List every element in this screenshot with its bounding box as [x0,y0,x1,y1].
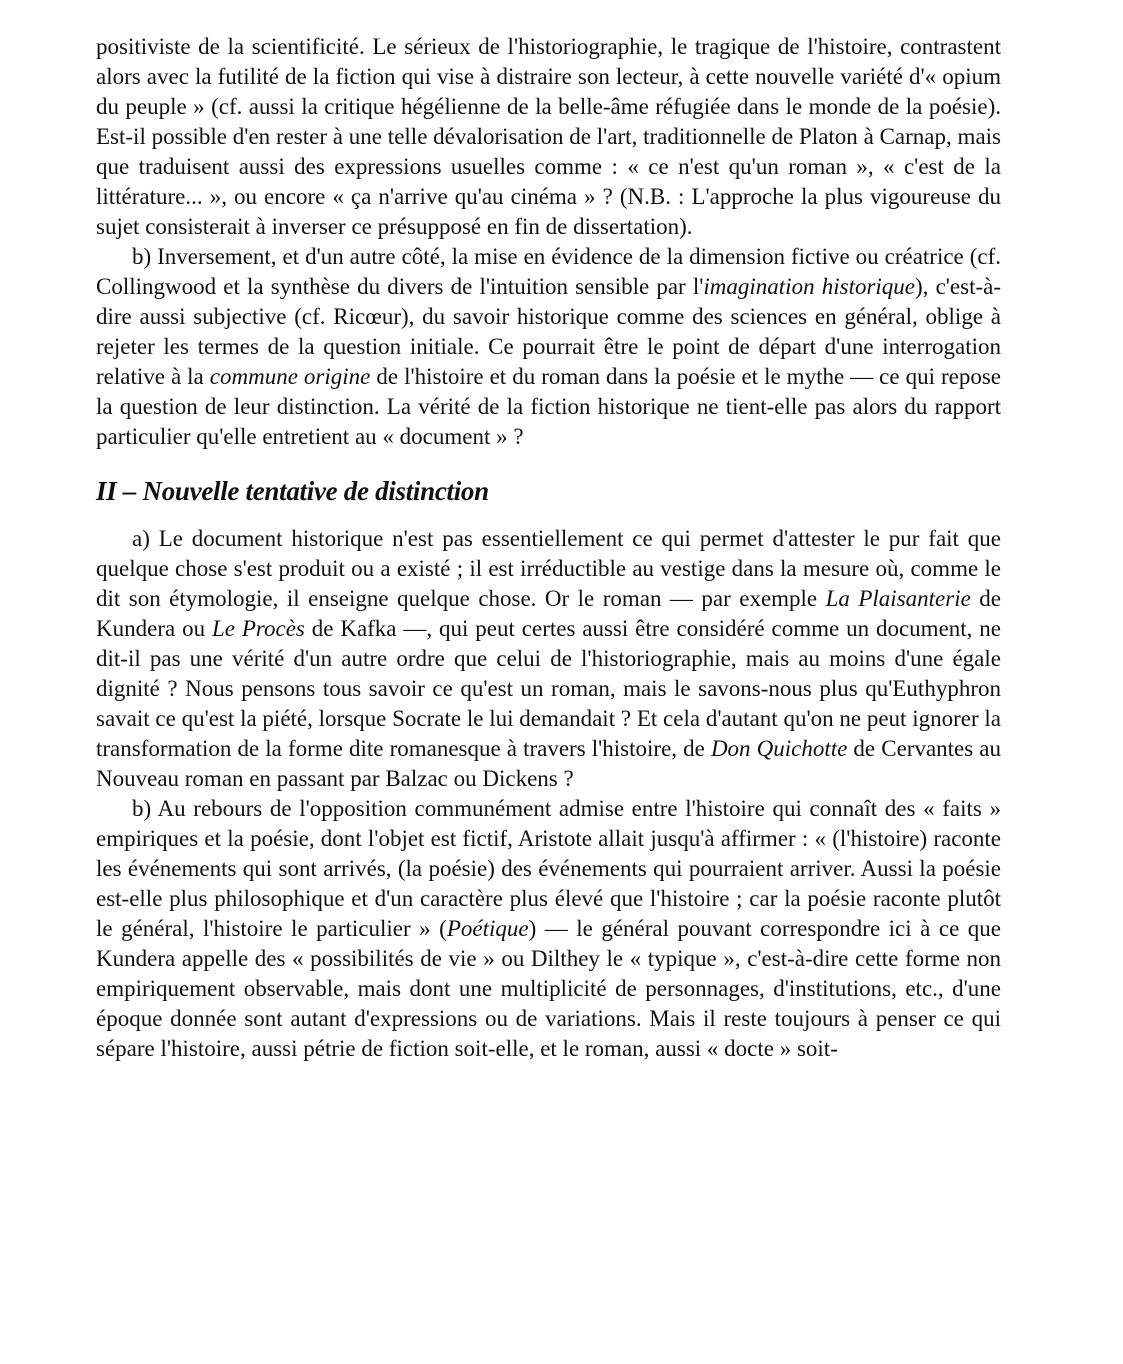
text-run: positiviste de la scientificité. Le sérieux de l'historiographie, le tragique de l'histoire, contrastent alors avec la futilité de la fiction qui vise à distraire son lecteur, à cette nouvelle variété d'« opium du peuple » (cf. aussi la critique hégélienne de la belle-âme réfugiée dans le monde de la poésie). Est-il possible d'en rester à une telle dévalorisation de l'art, traditionnelle de Platon à Carnap, mais que traduisent aussi des expressions usuelles comme : « ce n'est qu'un roman », « c'est de la littérature... », ou encore « ça n'arrive qu'au cinéma » ? (N.B. : L'approche la plus vigoureuse du sujet consisterait à inverser ce présupposé en fin de dissertation). [96,34,1001,239]
paragraph-ii-a [96,524,1001,794]
text-run: a) Le document historique n'est pas essentiellement ce qui permet d'attester le pur fait que quelque chose s'est produit ou a existé ; il est irréductible au vestige dans la mesure où, comme le dit son étymologie, il enseigne quelque chose. Or le roman — par exemple [96,526,1001,611]
text-run: b) Au rebours de l'opposition communément admise entre l'histoire qui connaît des « faits » empiriques et la poésie, dont l'objet est fictif, Aristote allait jusqu'à affirmer : « (l'histoire) raconte les événements qui sont arrivés, (la poésie) des événements qui pourraient arriver. Aussi la poésie est-elle plus philosophique et d'un caractère plus élevé que l'histoire ; car la poésie raconte plutôt le général, l'histoire le particulier » ( [96,796,1001,941]
italic-title-run: Le Procès [211,616,305,641]
italic-title-run: Don Quichotte [710,736,848,761]
italic-title-run: Poétique [446,916,529,941]
italic-title-run: La Plaisanterie [825,586,971,611]
text-run: ), c'est-à-dire aussi subjective (cf. Ricœur), du savoir historique comme des sciences en général, oblige à rejeter les termes de la question initiale. Ce pourrait être le point de départ d'une interrogation relative à la [96,274,1002,389]
paragraph-i-b [96,242,1001,452]
section-heading-ii: II – Nouvelle tentative de distinction [96,476,489,506]
text-run: de l'histoire et du roman dans la poésie et le mythe — ce qui repose la question de leur distinction. La vérité de la fiction historique ne tient-elle pas alors du rapport particulier qu'elle entretient au « document » ? [96,364,1002,449]
text-run: b) Inversement, et d'un autre côté, la mise en évidence de la dimension fictive ou créatrice (cf. Collingwood et la synthèse du divers de l'intuition sensible par l' [96,244,1001,299]
paragraph-intro-continuation [96,32,1001,242]
paragraph-ii-b [96,794,1001,1064]
document-page [96,32,1001,1064]
text-run: de Kundera ou [96,586,1001,641]
text-run: de Kafka —, qui peut certes aussi être considéré comme un document, ne dit-il pas une vérité d'un autre ordre que celui de l'historiographie, mais au moins d'une égale dignité ? Nous pensons tous savoir ce qu'est un roman, mais le savons-nous plus qu'Euthyphron savait ce qu'est la piété, lorsque Socrate le lui demandait ? Et cela d'autant qu'on ne peut ignorer la transformation de la forme dite romanesque à travers l'histoire, de [96,616,1002,761]
text-run: ) — le général pouvant correspondre ici à ce que Kundera appelle des « possibilités de vie » ou Dilthey le « typique », c'est-à-dire cette forme non empiriquement observable, mais dont une multiplicité de personnages, d'institutions, etc., d'une époque donnée sont autant d'expressions ou de variations. Mais il reste toujours à penser ce qui sépare l'histoire, aussi pétrie de fiction soit-elle, et le roman, aussi « docte » soit- [96,916,1001,1061]
text-run: de Cervantes au Nouveau roman en passant par Balzac ou Dickens ? [96,736,1002,791]
italic-title-run: imagination historique [703,274,916,299]
italic-title-run: commune origine [209,364,371,389]
